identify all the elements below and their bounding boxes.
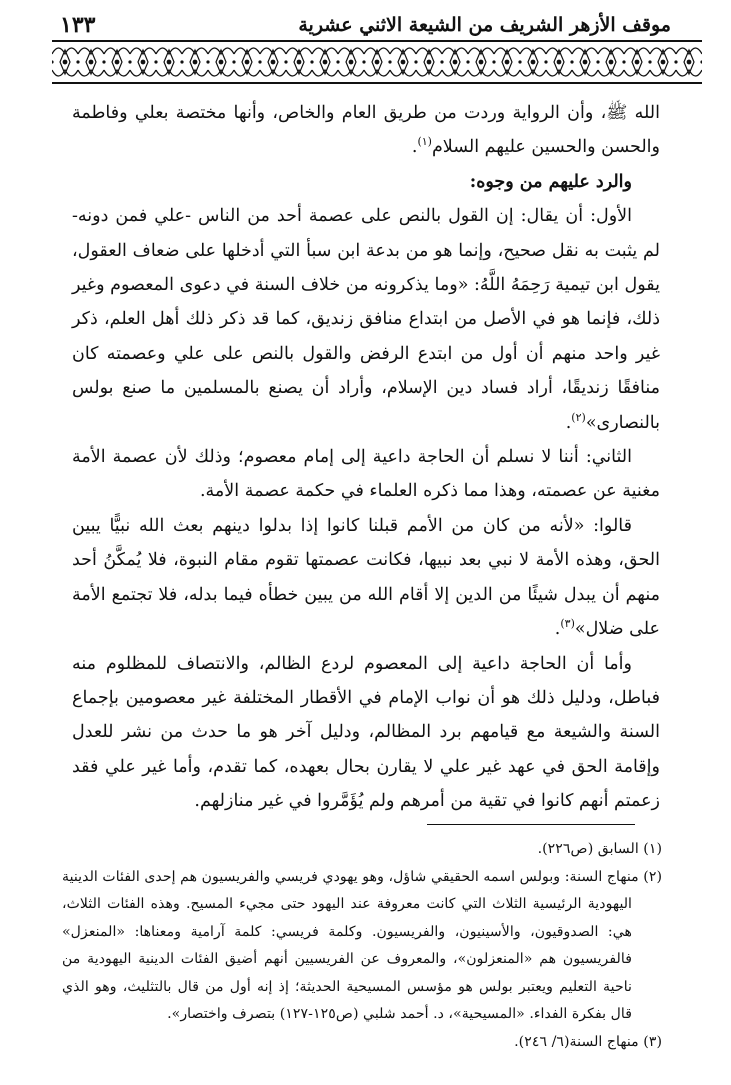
paragraph-4 xyxy=(72,509,660,647)
paragraph-1 xyxy=(72,96,660,165)
footnote-1: (١) السابق (ص٢٢٦). xyxy=(537,841,662,857)
paragraph-2-end: . xyxy=(565,412,572,433)
paragraph-4-end: . xyxy=(554,619,561,640)
footnote-ref-3: (٣) xyxy=(560,617,575,631)
paragraph-5: وأما أن الحاجة داعية إلى المعصوم لردع الظالم، والانتصاف للمظلوم منه فباطل، ودليل ذلك هو أن نواب الإمام في الأقطار المختلفة غير معصومين بإجماع السنة والشيعة مع قيامهم برد المظالم، ودليل آخر هو ما حدث من نشر للعدل وإقامة الحق في عهد غير علي لا يقارن بحال بعهده، كما تقدم، وأما غير علي فقد زعمتم أنهم كانوا في تقية من أمرهم ولم يُؤَمَّروا في غير منازلهم. xyxy=(72,653,660,812)
running-header xyxy=(60,8,671,42)
paragraph-3: الثاني: أننا لا نسلم أن الحاجة داعية إلى إمام معصوم؛ وذلك لأن عصمة الأمة مغنية عن عصمته، وهذا مما ذكره العلماء في حكمة عصمة الأمة. xyxy=(72,447,660,502)
footnote-ref-2: (٢) xyxy=(571,410,586,424)
page-number: ١٣٣ xyxy=(60,12,96,38)
ornamental-border xyxy=(52,40,702,84)
footnote-3: (٣) منهاج السنة(٦/ ٢٤٦). xyxy=(514,1033,662,1050)
section-heading: والرد عليهم من وجوه: xyxy=(469,171,632,192)
footnotes xyxy=(62,836,662,1056)
footnote-ref-1: (١) xyxy=(417,135,432,149)
running-title: موقف الأزهر الشريف من الشيعة الاثني عشرية xyxy=(298,14,671,36)
paragraph-2-text: الأول: أن يقال: إن القول بالنص على عصمة أحد من الناس -علي فمن دونه- لم يثبت به نقل صحيح، وإنما هو من بدعة ابن سبأ التي أدخلها على ضعاف العقول، يقول ابن تيمية رَحِمَهُ اللَّهُ: «وما يذكرونه من خلاف السنة في دعوى المعصوم وغير ذلك، فإنما هو في الأصل من ابتداع منافق زنديق، كما قد ذكر ذلك أهل العلم، ذكر غير واحد منهم أن أول من ابتدع الرفض والقول بالنص على علي وعصمته كان منافقًا زنديقًا، أراد فساد دين الإسلام، وأراد أن يصنع بالمسلمين ما صنع بولس بالنصارى» xyxy=(72,206,660,433)
paragraph-4-text: قالوا: «لأنه من كان من الأمم قبلنا كانوا إذا بدلوا دينهم بعث الله نبيًّا يبين الحق، وهذه الأمة لا نبي بعد نبيها، فكانت عصمتها تقوم مقام النبوة، فلا يُمكَّنُ أحد منهم أن يبدل شيئًا من الدين إلا أقام الله من يبين خطأه فيما بدله، فلا تجتمع الأمة على ضلال» xyxy=(72,515,660,640)
paragraph-1-end: . xyxy=(411,137,418,158)
footnote-2: (٢) منهاج السنة: وبولس اسمه الحقيقي شاؤل، وهو يهودي فريسي والفريسيون هم إحدى الفئات الدينية اليهودية الرئيسية الثلاث التي كانت معروفة عند اليهود حتى مجيء المسيح. وهذه الفئات الثلاث، هي: الصدوقيون، والأسينيون، والفريسيون. وكلمة فريسي: كلمة آرامية ومعناها: «المنعزل» فالفريسيون هم «المنعزلون»، والمعروف عن الفريسيين أنهم أضيق الفئات الدينية اليهودية من ناحية التعليم ويعتبر بولس هو مؤسس المسيحية الحديثة؛ إذ إنه أول من قال بالتثليث، وهو الذي قال بفكرة الفداء. «المسيحية»، د. أحمد شلبي (ص١٢٥-١٢٧) بتصرف واختصار». xyxy=(62,868,662,1022)
paragraph-2 xyxy=(72,199,660,440)
footnote-separator xyxy=(427,824,635,825)
main-text xyxy=(72,96,660,819)
paragraph-1-text: الله ﷺ، وأن الرواية وردت من طريق العام والخاص، وأنها مختصة بعلي وفاطمة والحسن والحسين عليهم السلام xyxy=(72,103,660,158)
